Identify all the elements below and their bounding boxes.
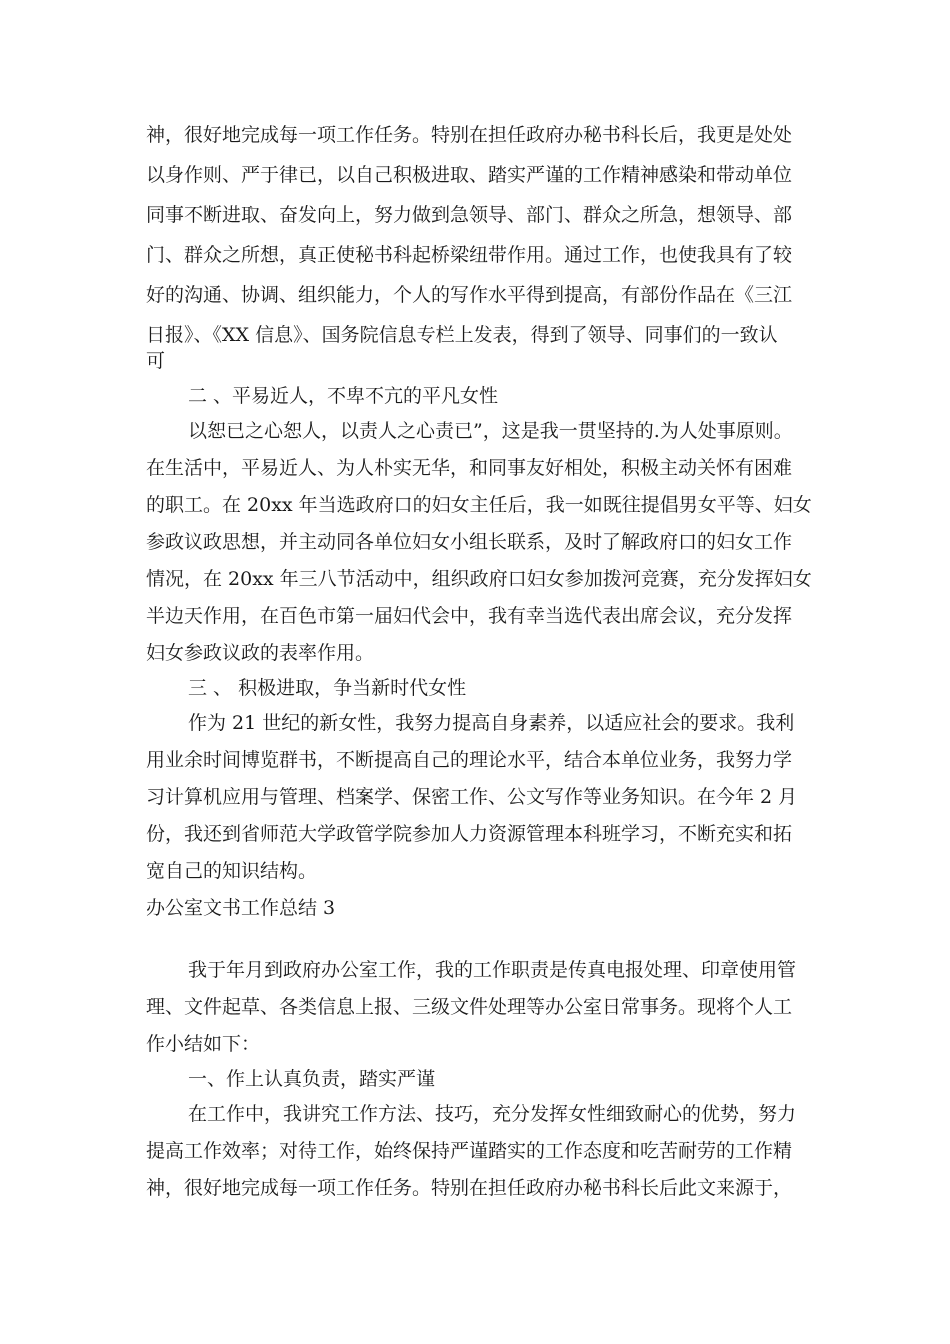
paragraph-line: 门、群众之所想，真正使秘书科起桥梁纽带作用。通过工作，也使我具有了较 <box>146 244 793 266</box>
paragraph-line: 份，我还到省师范大学政管学院参加人力资源管理本科班学习，不断充实和拓 <box>146 823 793 845</box>
paragraph-line: 可 <box>146 350 166 372</box>
paragraph-line: 用业余时间博览群书，不断提高自己的理论水平，结合本单位业务，我努力学 <box>146 749 793 771</box>
paragraph-line: 同事不断进取、奋发向上，努力做到急领导、部门、群众之所急，想领导、部 <box>146 204 793 226</box>
paragraph-line: 作小结如下： <box>146 1033 261 1055</box>
paragraph-line: 日报》、《XX 信息》、国务院信息专栏上发表，得到了领导、同事们的一致认 <box>146 324 778 346</box>
paragraph-line: 作为 21 世纪的新女性，我努力提高自身素养，以适应社会的要求。我利 <box>188 712 795 734</box>
paragraph-line: 理、文件起草、各类信息上报、三级文件处理等办公室日常事务。现将个人工 <box>146 996 793 1018</box>
paragraph-line: 习计算机应用与管理、档案学、保密工作、公文写作等业务知识。在今年 2 月 <box>146 786 798 808</box>
paragraph-line: 以恕已之心恕人，以责人之心责已”，这是我一贯坚持的.为人处事原则。 <box>188 420 793 442</box>
paragraph-line: 提高工作效率；对待工作，始终保持严谨踏实的工作态度和吃苦耐劳的工作精 <box>146 1140 793 1162</box>
paragraph-line: 神，很好地完成每一项工作任务。特别在担任政府办秘书科长后此文来源于， <box>146 1177 793 1199</box>
paragraph-line: 妇女参政议政的表率作用。 <box>146 642 375 664</box>
paragraph-line: 以身作则、严于律已，以自己积极进取、踏实严谨的工作精神感染和带动单位 <box>146 164 793 186</box>
paragraph-line: 在生活中，平易近人、为人朴实无华，和同事友好相处，积极主动关怀有困难 <box>146 457 793 479</box>
paragraph-line: 宽自己的知识结构。 <box>146 860 318 882</box>
paragraph-line: 神，很好地完成每一项工作任务。特别在担任政府办秘书科长后，我更是处处 <box>146 124 793 146</box>
section-heading-2: 二 、平易近人，不卑不亢的平凡女性 <box>188 385 499 407</box>
paragraph-line: 在工作中，我讲究工作方法、技巧，充分发挥女性细致耐心的优势，努力 <box>188 1103 797 1125</box>
paragraph-line: 半边天作用，在百色市第一届妇代会中，我有幸当选代表出席会议，充分发挥 <box>146 605 793 627</box>
paragraph-line: 好的沟通、协调、组织能力，个人的写作水平得到提高，有部份作品在《三江 <box>146 284 793 306</box>
document-title: 办公室文书工作总结 3 <box>146 897 336 919</box>
paragraph-line: 情况，在 20xx 年三八节活动中，组织政府口妇女参加拨河竞赛，充分发挥妇女 <box>146 568 812 590</box>
section-heading-3: 三 、 积极进取，争当新时代女性 <box>188 677 467 699</box>
paragraph-line: 参政议政思想，并主动同各单位妇女小组长联系，及时了解政府口的妇女工作 <box>146 531 793 553</box>
paragraph-line: 的职工。在 20xx 年当选政府口的妇女主任后，我一如既往提倡男女平等、妇女 <box>146 494 812 516</box>
paragraph-line: 我于年月到政府办公室工作，我的工作职责是传真电报处理、印章使用管 <box>188 959 797 981</box>
section-heading-1: 一、作上认真负责，踏实严谨 <box>188 1068 436 1090</box>
